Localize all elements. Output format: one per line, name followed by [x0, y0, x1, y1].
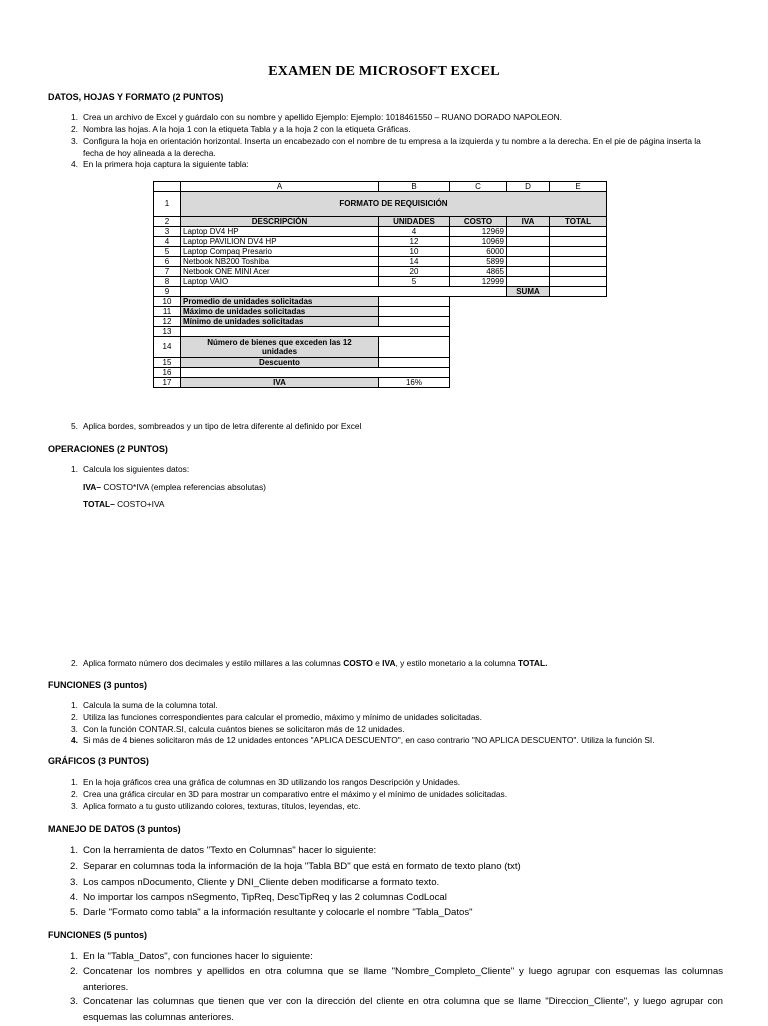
- section-heading-operaciones: OPERACIONES (2 PUNTOS): [48, 444, 168, 454]
- table-row: 11 Máximo de unidades solicitadas: [154, 307, 607, 317]
- table-row: 9 SUMA: [154, 287, 607, 297]
- section-heading-funciones-1: FUNCIONES (3 puntos): [48, 680, 147, 690]
- iva-formula: IVA– COSTO*IVA (emplea referencias absolutas): [83, 482, 266, 492]
- bienes-label: Número de bienes que exceden las 12 unidades: [181, 337, 379, 358]
- table-row: 3 Laptop DV4 HP 4 12969: [154, 227, 607, 237]
- section-heading-manejo-datos: MANEJO DE DATOS (3 puntos): [48, 824, 181, 834]
- table-row: 5 Laptop Compaq Presario 10 6000: [154, 247, 607, 257]
- table-row: 15 Descuento: [154, 358, 607, 368]
- requisition-table: [153, 181, 607, 388]
- section-heading-graficos: GRÁFICOS (3 PUNTOS): [48, 756, 149, 766]
- table-title: FORMATO DE REQUISICIÓN: [181, 192, 607, 217]
- table-row: 16: [154, 368, 607, 378]
- descuento-label: Descuento: [181, 358, 379, 368]
- header-cell: IVA: [507, 217, 550, 227]
- column-header: B: [379, 182, 450, 192]
- maximo-label: Máximo de unidades solicitadas: [181, 307, 379, 317]
- table-row: 13: [154, 327, 607, 337]
- table-row: 10 Promedio de unidades solicitadas: [154, 297, 607, 307]
- header-cell: UNIDADES: [379, 217, 450, 227]
- header-cell: COSTO: [450, 217, 507, 227]
- table-row: 7 Netbook ONE MINI Acer 20 4865: [154, 267, 607, 277]
- section-heading-datos: DATOS, HOJAS Y FORMATO (2 PUNTOS): [48, 92, 224, 102]
- suma-label: SUMA: [507, 287, 550, 297]
- column-header-row: [154, 182, 607, 192]
- section-heading-funciones-2: FUNCIONES (5 puntos): [48, 930, 147, 940]
- header-cell: TOTAL: [550, 217, 607, 227]
- table-row: 8 Laptop VAIO 5 12999: [154, 277, 607, 287]
- table-row: 12 Mínimo de unidades solicitadas: [154, 317, 607, 327]
- total-formula: TOTAL– COSTO+IVA: [83, 499, 165, 509]
- document-page: EXAMEN DE MICROSOFT EXCEL DATOS, HOJAS Y FORMATO (2 PUNTOS) 1. Crea un archivo de Excel y guárdalo con su nombre y apellido Ejemplo: Ejemplo: 1018461550 – RUANO DORADO NAPOLEON. 2. Nombra las hojas. A la hoja 1 con la etiqueta Tabla y a la hoja 2 con la etiqueta Gráficas. 3. Configura la hoja en orientación horizontal. Inserta un encabezado con el nombre de tu empresa a la izquierda y tu nombre a la derecha. En el pie de página inserta la fecha de hoy alineada a la derecha. 4. En la primera hoja captura la siguiente tabla: A B C D E 1 FORMATO DE REQUISICIÓN 2 DESCRIPCIÓN UNIDADES COSTO IVA TOTAL 3 Laptop DV4 HP 4 12969 4 Laptop PAVILION DV4 HP 12 10969 5 Laptop Compaq Presario 10 6000 6 Netbook NB200 Toshiba 14 5899 7 Netbook ONE MINI Acer 20 4865 8 Laptop VAIO 5 12999 9 SUMA 10 Promedio de unidades solicitadas 11 Máximo de unidades solicitadas 12 Mínimo de unidades solicitadas 13 14 Número de bienes que exceden las 12 unidades 15 Descuento 16 17 IVA 16% 5. Aplica bordes, sombreados y un tipo de letra diferente al definido por Excel OPERACIONES (2 PUNTOS) 1. Calcula los siguientes datos: IVA– COSTO*IVA (emplea referencias absolutas) TOTAL– COSTO+IVA 2. Aplica formato número dos decimales y estilo millares a las columnas COSTO e IVA, y estilo monetario a la columna TOTAL. FUNCIONES (3 puntos) 1. Calcula la suma de la columna total. 2. Utiliza las funciones correspondientes para calcular el promedio, máximo y mínimo de unidades solicitadas. 3. Con la función CONTAR.SI, calcula cuántos bienes se solicitaron más de 12 unidades. 4. Si más de 4 bienes solicitaron más de 12 unidades entonces "APLICA DESCUENTO", en caso contrario "NO APLICA DESCUENTO". Utiliza la función SI. GRÁFICOS (3 PUNTOS) 1. En la hoja gráficos crea una gráfica de columnas en 3D utilizando los rangos Descripción y Unidades. 2. Crea una gráfica circular en 3D para mostrar un comparativo entre el máximo y el mínimo de unidades solicitadas. 3. Aplica formato a tu gusto utilizando colores, texturas, títulos, leyendas, etc. MANEJO DE DATOS (3 puntos) 1. Con la herramienta de datos "Texto en Columnas" hacer lo siguiente: 2. Separar en columnas toda la información de la hoja "Tabla BD" que está en formato de texto plano (txt) 3. Los campos nDocumento, Cliente y DNI_Cliente deben modificarse a formato texto. 4. No importar los campos nSegmento, TipReq, DescTipReq y las 2 columnas CodLocal 5. Darle "Formato como tabla" a la información resultante y colocarle el nombre "Tabla_Datos" FUNCIONES (5 puntos) 1. En la "Tabla_Datos", con funciones hacer lo siguiente: 2. Concatenar los nombres y apellidos en otra columna que se llame "Nombre_Completo_Cliente" y luego agrupar con esquemas las columnas anteriores. 3. Concatenar las columnas que tienen que ver con la dirección del cliente en otra columna que se llame "Direccion_Cliente", y luego agrupar con esquemas las columnas anteriores.: [0, 0, 768, 1024]
- table-row: 2 DESCRIPCIÓN UNIDADES COSTO IVA TOTAL: [154, 217, 607, 227]
- column-header: C: [450, 182, 507, 192]
- promedio-label: Promedio de unidades solicitadas: [181, 297, 379, 307]
- iva-label: IVA: [181, 378, 379, 388]
- minimo-label: Mínimo de unidades solicitadas: [181, 317, 379, 327]
- table-row: 17 IVA 16%: [154, 378, 607, 388]
- column-header: E: [550, 182, 607, 192]
- header-cell: DESCRIPCIÓN: [181, 217, 379, 227]
- document-title: EXAMEN DE MICROSOFT EXCEL: [268, 64, 500, 79]
- column-header: A: [181, 182, 379, 192]
- table-row: 14 Número de bienes que exceden las 12 unidades: [154, 337, 607, 358]
- table-row: 4 Laptop PAVILION DV4 HP 12 10969: [154, 237, 607, 247]
- table-row: 6 Netbook NB200 Toshiba 14 5899: [154, 257, 607, 267]
- table-row: 1 FORMATO DE REQUISICIÓN: [154, 192, 607, 217]
- column-header: D: [507, 182, 550, 192]
- iva-value: 16%: [379, 378, 450, 388]
